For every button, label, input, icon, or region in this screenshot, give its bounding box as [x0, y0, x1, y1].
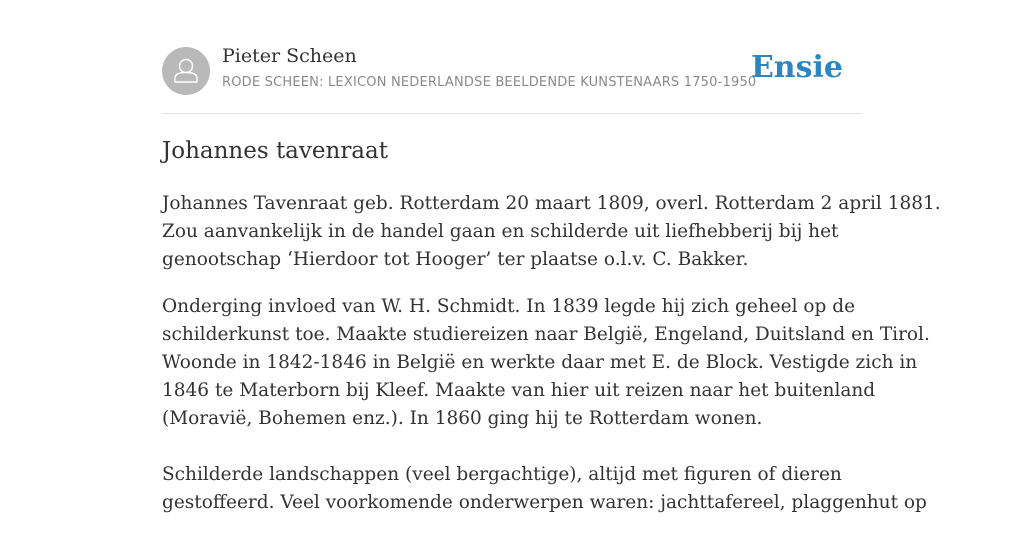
paragraph: [162, 293, 930, 433]
article-body: [162, 190, 941, 536]
text-line: (Moravië, Bohemen enz.). In 1860 ging hij te Rotterdam wonen.: [162, 408, 763, 429]
text-line: Onderging invloed van W. H. Schmidt. In 1839 legde hij zich geheel op de: [162, 296, 856, 317]
text-line: Johannes Tavenraat geb. Rotterdam 20 maart 1809, overl. Rotterdam 2 april 1881.: [162, 193, 941, 214]
author-avatar[interactable]: [162, 47, 210, 95]
source-lexicon[interactable]: RODE SCHEEN: LEXICON NEDERLANDSE BEELDENDE KUNSTENAARS 1750-1950: [222, 75, 757, 90]
text-line: Schilderde landschappen (veel bergachtige), altijd met figuren of dieren: [162, 464, 842, 485]
article-header: [162, 0, 862, 114]
text-line: 1846 te Materborn bij Kleef. Maakte van hier uit reizen naar het buitenland: [162, 380, 876, 401]
ensie-logo[interactable]: Ensie: [750, 50, 843, 85]
text-line: Zou aanvankelijk in de handel gaan en schilderde uit liefhebberij bij het: [162, 221, 839, 242]
user-icon: [162, 47, 210, 95]
author-name[interactable]: Pieter Scheen: [222, 45, 357, 67]
article-title: Johannes tavenraat: [162, 138, 388, 164]
text-line: Woonde in 1842-1846 in België en werkte daar met E. de Block. Vestigde zich in: [162, 352, 918, 373]
paragraph: [162, 461, 927, 517]
text-line: genootschap ‘Hierdoor tot Hooger’ ter plaatse o.l.v. C. Bakker.: [162, 249, 749, 270]
text-line: gestoffeerd. Veel voorkomende onderwerpen waren: jachttafereel, plaggenhut op: [162, 492, 927, 513]
article-page: [162, 0, 941, 513]
text-line: schilderkunst toe. Maakte studiereizen naar België, Engeland, Duitsland en Tirol.: [162, 324, 930, 345]
paragraph: [162, 190, 941, 274]
